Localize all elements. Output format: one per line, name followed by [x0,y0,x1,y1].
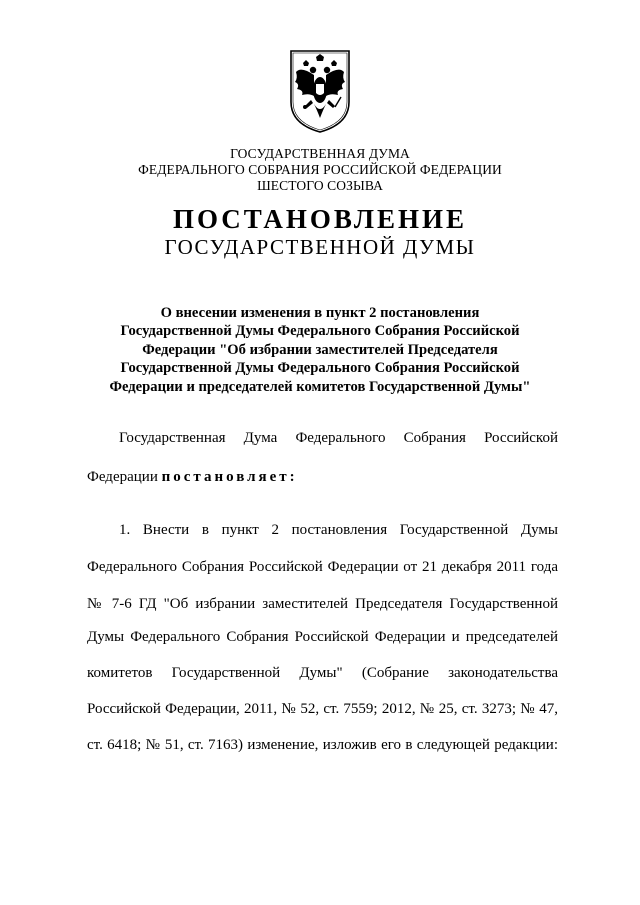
subject-line: Государственной Думы Федерального Собрания Российской [120,360,520,377]
item1-line: ст. 6418; № 51, ст. 7163) изменение, изложив его в следующей редакции: [87,737,558,753]
item1-line: № 7-6 ГД "Об избрании заместителей Председателя Государственной [87,596,558,612]
item1-line: Федерального Собрания Российской Федерации от 21 декабря 2011 года [87,559,558,575]
decree-verb: постановляет: [161,469,298,485]
issuing-body-header [0,146,640,194]
org-line-3: ШЕСТОГО СОЗЫВА [257,178,383,193]
document-subtitle: ГОСУДАРСТВЕННОЙ ДУМЫ [164,235,476,259]
org-line-2: ФЕДЕРАЛЬНОГО СОБРАНИЯ РОССИЙСКОЙ ФЕДЕРАЦИИ [138,162,502,177]
item1-line: 1. Внести в пункт 2 постановления Государственной Думы [119,522,558,538]
preamble-line-2 [87,468,558,486]
document-title: ПОСТАНОВЛЕНИЕ [172,204,468,234]
subject-line: Государственной Думы Федерального Собрания Российской [120,323,520,340]
preamble-prefix: Федерации [87,469,162,485]
document-subject [0,304,640,396]
item1-line: комитетов Государственной Думы" (Собрание законодательства [87,665,558,681]
subject-line: О внесении изменения в пункт 2 постановления [160,305,480,321]
item1-line: Думы Федерального Собрания Российской Федерации и председателей [87,629,558,645]
preamble-line-1: Государственная Дума Федерального Собрания Российской [119,430,558,446]
subject-line: Федерации и председателей комитетов Государственной Думы" [109,378,531,395]
coat-of-arms-emblem [287,48,353,134]
org-line-1: ГОСУДАРСТВЕННАЯ ДУМА [230,146,410,161]
subject-line: Федерации "Об избрании заместителей Председателя [142,341,498,358]
item1-line: Российской Федерации, 2011, № 52, ст. 7559; 2012, № 25, ст. 3273; № 47, [87,701,558,717]
